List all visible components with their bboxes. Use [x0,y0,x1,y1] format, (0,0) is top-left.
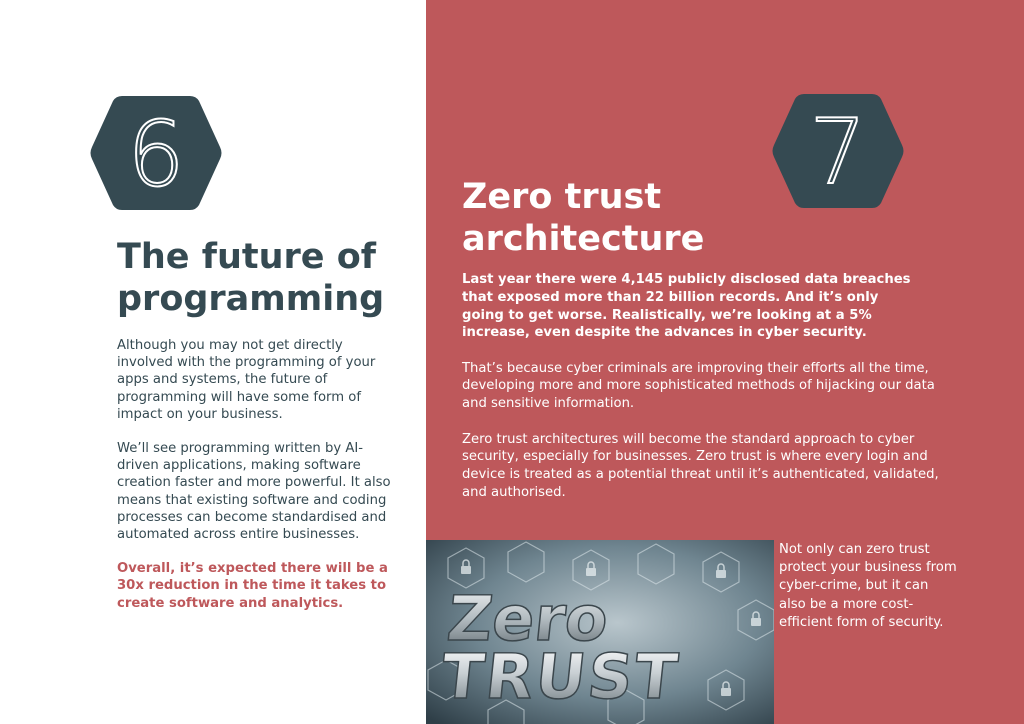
left-body [117,337,392,629]
paragraph: Zero trust architectures will become the standard approach to cyber security, especially for businesses. Zero trust is where every login and device is treated as a potential threat until it’s authenticated, validated, and authorised. [462,431,939,500]
section-number: 7 [809,100,867,205]
highlight-paragraph: Overall, it’s expected there will be a 30x reduction in the time it takes to create software and analytics. [117,561,388,611]
photo-word-zero: Zero [443,582,612,655]
section-title: The future of programming [117,237,385,319]
right-body [462,271,962,519]
paragraph: We’ll see programming written by AI-driven applications, making software creation faster and more powerful. It also means that existing software and coding processes can become standardised and automated across entire businesses. [117,441,391,543]
section-number: 6 [127,102,185,207]
lead-paragraph: Last year there were 4,145 publicly disclosed data breaches that exposed more than 22 billion records. And it’s only going to get worse. Realistically, we’re looking at a 5% increase, even despite the advances in cyber security. [462,272,911,341]
zero-trust-photo [426,540,774,724]
paragraph: Although you may not get directly involved with the programming of your apps and systems, the future of programming will have some form of impact on your business. [117,338,376,422]
section-title: Zero trust architecture [462,177,705,259]
paragraph: That’s because cyber criminals are improving their efforts all the time, developing more and more sophisticated methods of hijacking our data and sensitive information. [462,360,935,412]
section-number-badge-6 [88,92,224,214]
side-note: Not only can zero trust protect your business from cyber-crime, but it can also be a more cost-efficient form of security. [779,542,957,630]
hexagon-icon [88,92,224,214]
photo-word-trust: TRUST [437,640,683,713]
